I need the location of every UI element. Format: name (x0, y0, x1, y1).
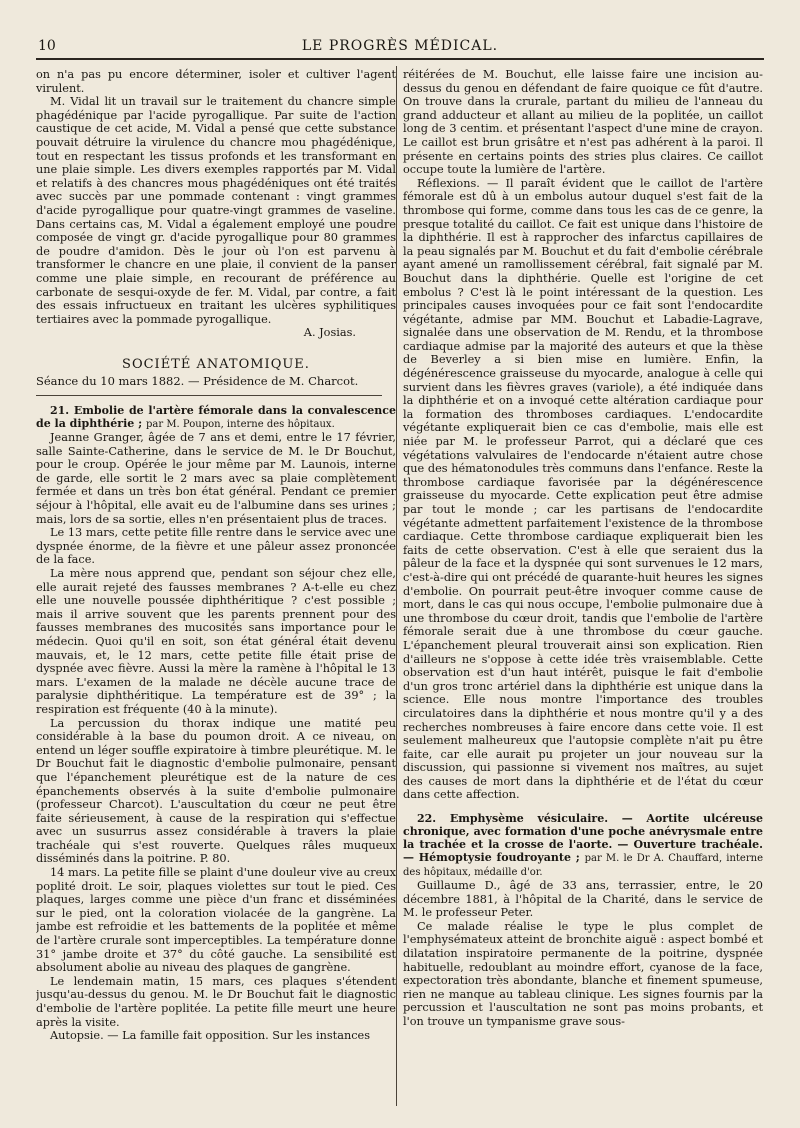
paragraph: La percussion du thorax indique une matité peu considérable à la base du poumon droit. A ce niveau, on entend un léger souffle expiratoire à timbre pleurétique. M. le Dr Bouchut fait le diagnostic d'embolie pulmonaire, pensant que l'épanchement pleurétique est de la nature de ces épanchements observés à la suite d'embolie pulmonaire (professeur Charcot). L'auscultation du cœur ne peut être faite sérieusement, à cause de la respiration qui s'effectue avec un susurrus assez considérable à travers la plaie trachéale qui s'est rouverte. Quelques râles muqueux disséminés dans la poitrine. P. 80. (36, 716, 396, 866)
section-title: SOCIÉTÉ ANATOMIQUE. (122, 356, 310, 372)
left-column (36, 68, 396, 1103)
case-author: par M. le Dr A. Chauffard, interne des hôpitaux, médaille d'or. (403, 853, 763, 879)
paragraph: réitérées de M. Bouchut, elle laisse faire une incision au-dessus du genou en défendant de faire quoique ce fût d'autre. On trouve dans la crurale, partant du milieu de l'anneau du grand adducteur et allant au milieu de la poplitée, un caillot long de 3 centim. et présentant l'aspect d'une mine de crayon. Le caillot est brun grisâtre et n'est pas adhérent à la paroi. Il présente en certains points des stries plus claires. Ce caillot occupe toute la lumière de l'artère. (403, 68, 763, 177)
divider-rule (36, 395, 382, 396)
spacer (403, 802, 763, 812)
column-divider (396, 66, 397, 1106)
case-author: par M. Poupon, interne des hôpitaux. (146, 419, 335, 431)
paragraph: Jeanne Granger, âgée de 7 ans et demi, entre le 17 février, salle Sainte-Catherine, dans le service de M. le Dr Bouchut, pour le croup. Opérée le jour même par M. Launois, interne de garde, elle sortit le 2 mars avec sa plaie complètement fermée et dans un très bon état général. Pendant ce premier séjour à l'hôpital, elle avait eu de l'albumine dans ses urines ; mais, lors de sa sortie, elles n'en présentaient plus de traces. (36, 431, 396, 526)
paragraph: M. Vidal lit un travail sur le traitement du chancre simple phagédénique par l'acide pyrogallique. Par suite de l'action caustique de cet acide, M. Vidal a pensé que cette substance pouvait détruire la virulence du chancre mou phagédénique, tout en respectant les tissus profonds et les transformant en une plaie simple. Les divers exemples rapportés par M. Vidal et relatifs à des chancres mous phagédéniques ont été traités avec succès par une pommade contenant : vingt grammes d'acide pyrogallique pour quatre-vingt grammes de vaseline. Dans certains cas, M. Vidal a également employé une poudre composée de vingt gr. d'acide pyrogallique pour 80 grammes de poudre d'amidon. Dès le jour où l'on est parvenu à transformer le chancre en une plaie, il convient de la panser comme une plaie simple, en recourant de préférence au carbonate de sesqui-oxyde de fer. M. Vidal, par contre, a fait des essais infructueux en traitant les ulcères syphilitiques tertiaires avec la pommade pyrogallique. (36, 95, 396, 326)
paragraph: Réflexions. — Il paraît évident que le caillot de l'artère fémorale est dû à un embolus autour duquel s'est fait de la thrombose qui forme, comme dans tous les cas de ce genre, la presque totalité du caillot. Ce fait est unique dans l'histoire de la diphthérie. Il est à rapprocher des infarctus capillaires de la peau signalés par M. Bouchut et du fait d'embolie cérébrale ayant amené un ramollissement cérébral, fait signalé par M. Bouchut dans la diphthérie. Quelle est l'origine de cet embolus ? C'est là le point intéressant de la question. Les principales causes invoquées pour ce fait sont l'endocardite végétante, admise par MM. Bouchut et Labadie-Lagrave, signalée dans une observation de M. Rendu, et la thrombose cardiaque admise par la majorité des auteurs et que la thèse de Beverley a si bien mise en lumière. Enfin, la dégénérescence graisseuse du myocarde, analogue à celle qui survient dans les fièvres graves (variole), a été indiquée dans la diphthérie et on a invoqué cette altération cardiaque pour la formation des thromboses cardiaques. L'endocardite végétante expliquerait bien ce cas d'embolie, mais elle est niée par M. le professeur Parrot, qui a déclaré que ces végétations valvulaires de l'endocarde n'étaient autre chose que des hématonodules très communs dans l'enfance. Reste la thrombose cardiaque favorisée par la dégénérescence graisseuse du myocarde. Cette explication peut être admise par tout le monde ; car les partisans de l'endocardite végétante admettent parfaitement l'existence de la thrombose cardiaque. Cette thrombose cardiaque expliquerait bien les faits de cette observation. C'est à elle que seraient dus la pâleur de la face et la dyspnée qui sont survenues le 12 mars, c'est-à-dire qui ont précédé de quarante-huit heures les signes d'embolie. On pourrait peut-être invoquer comme cause de mort, dans le cas qui nous occupe, l'embolie pulmonaire due à une thrombose du cœur droit, tandis que l'embolie de l'artère fémorale serait due à une thrombose du cœur gauche. L'épanchement pleural trouverait ainsi son explication. Rien d'ailleurs ne s'oppose à cette idée très vraisemblable. Cette observation est d'un haut intérêt, puisque le fait d'embolie d'un gros tronc artériel dans la diphthérie est unique dans la science. Elle nous montre l'importance des troubles circulatoires dans la diphthérie et nous montre qu'il y a des recherches nombreuses à faire encore dans cette voie. Il est seulement malheureux que l'autopsie complète n'ait pu être faite, car elle aurait pu projeter un jour nouveau sur la discussion, qui passionne si vivement nos maîtres, au sujet des causes de mort dans la diphthérie et de l'état du cœur dans cette affection. (403, 176, 763, 802)
right-column (403, 68, 763, 1103)
paragraph: Le 13 mars, cette petite fille rentre dans le service avec une dyspnée énorme, de la fièvre et une pâleur assez prononcée de la face. (36, 526, 396, 567)
paragraph: 14 mars. La petite fille se plaint d'une douleur vive au creux poplité droit. Le soir, plaques violettes sur tout le pied. Ces plaques, larges comme une pièce d'un franc et disséminées sur le pied, ont la coloration violacée de la gangrène. La jambe est refroidie et les battements de la poplitée et même de l'artère crurale sont imperceptibles. La température donne 31° jambe droite et 37° du côté gauche. La sensibilité est absolument abolie au niveau des plaques de gangrène. (36, 866, 396, 975)
case-title (403, 812, 763, 879)
paragraph: Ce malade réalise le type le plus complet de l'emphysémateux atteint de bronchite aiguë : aspect bombé et dilatation inspiratoire permanente de la poitrine, dyspnée habituelle, redoublant au moindre effort, cyanose de la face, expectoration très abondante, blanche et finement spumeuse, rien ne manque au tableau clinique. Les signes fournis par la percussion et l'auscultation ne sont pas moins probants, et l'on trouve un tympanisme grave sous- (403, 919, 763, 1028)
signature: A. Josias. (303, 326, 356, 340)
case-title (36, 404, 396, 431)
case-title-text: 21. Embolie de l'artère fémorale dans la convalescence de la diphthérie ; (36, 404, 396, 431)
paragraph: on n'a pas pu encore déterminer, isoler et cultiver l'agent virulent. (36, 68, 396, 95)
paragraph: Guillaume D., âgé de 33 ans, terrassier, entre, le 20 décembre 1881, à l'hôpital de la Charité, dans le service de M. le professeur Peter. (403, 879, 763, 920)
page-number: 10 (38, 38, 56, 54)
case-title-text: 22. Emphysème vésiculaire. — Aortite ulcéreuse chronique, avec formation d'une poche anévrysmale entre la trachée et la crosse de l'aorte. — Ouverture trachéale. — Hémoptysie foudroyante ; (403, 812, 763, 865)
session-line: Séance du 10 mars 1882. — Présidence de M. Charcot. (36, 374, 359, 389)
journal-title: LE PROGRÈS MÉDICAL. (301, 38, 499, 54)
page-header (36, 36, 764, 60)
paragraph: Autopsie. — La famille fait opposition. Sur les instances (50, 1029, 371, 1043)
paragraph: Le lendemain matin, 15 mars, ces plaques s'étendent jusqu'au-dessus du genou. M. le Dr Bouchut fait le diagnostic d'embolie de l'artère poplitée. La petite fille meurt une heure après la visite. (36, 974, 396, 1029)
paragraph: La mère nous apprend que, pendant son séjour chez elle, elle aurait rejeté des fausses membranes ? A-t-elle eu chez elle une nouvelle poussée diphthéritique ? c'est possible ; mais il arrive souvent que les parents prennent pour des fausses membranes des mucosités sans importance pour le médecin. Quoi qu'il en soit, son état général était devenu mauvais, et, le 12 mars, cette petite fille était prise de dyspnée avec fièvre. Aussi la mère la ramène à l'hôpital le 13 mars. L'examen de la malade ne décèle aucune trace de paralysie diphthéritique. La température est de 39° ; la respiration est fréquente (40 à la minute). (36, 567, 396, 716)
